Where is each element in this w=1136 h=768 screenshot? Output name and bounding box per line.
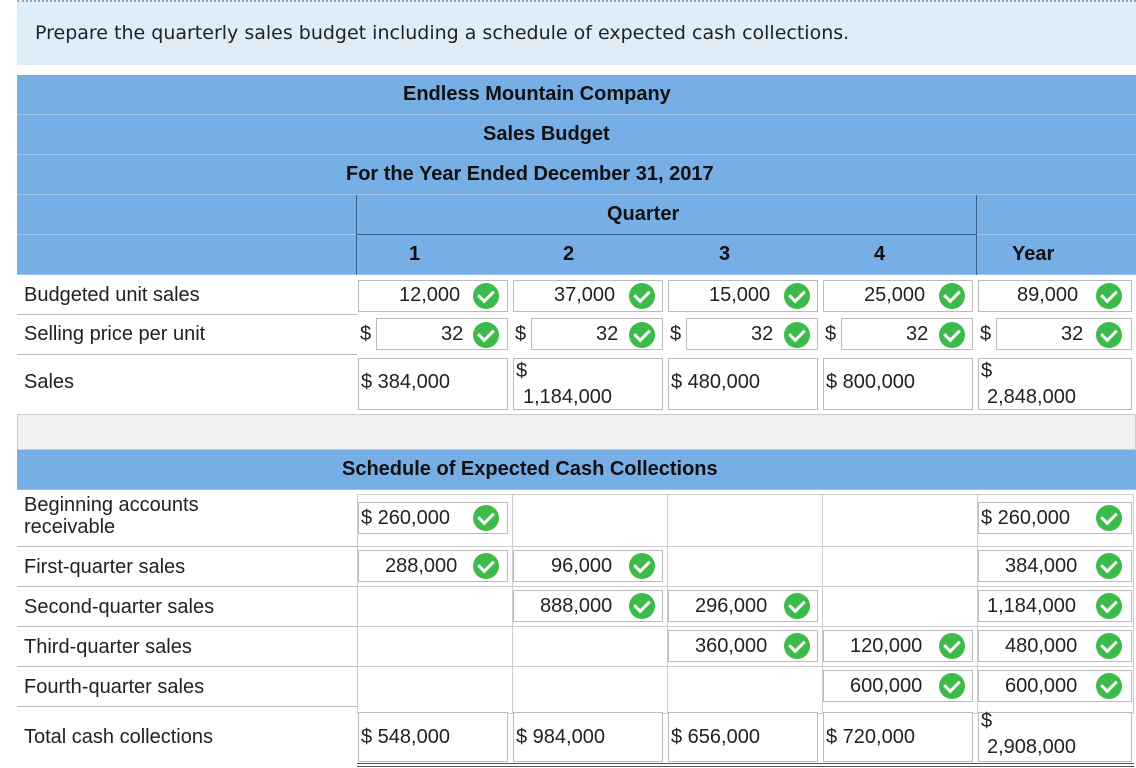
column-q3: 3 <box>719 243 731 265</box>
sales-q2-symbol: $ <box>516 360 528 382</box>
row-label-unit-sales: Budgeted unit sales <box>24 284 200 306</box>
schedule-band <box>17 450 1136 490</box>
row-label-price: Selling price per unit <box>24 323 206 345</box>
price-q3-value: 32 <box>751 323 774 345</box>
check-icon <box>939 322 965 348</box>
price-q1-symbol: $ <box>360 323 372 345</box>
column-q1: 1 <box>409 243 421 265</box>
unit-sales-q4-value: 25,000 <box>864 284 926 306</box>
beginning-ar-year-value: $ 260,000 <box>981 507 1070 529</box>
row-label-beginning-ar: Beginning accounts receivable <box>24 494 199 538</box>
price-year-symbol: $ <box>980 323 992 345</box>
column-q4: 4 <box>874 243 886 265</box>
check-icon <box>1096 505 1122 531</box>
sales-year-symbol: $ <box>981 360 993 382</box>
row-label-sales: Sales <box>24 371 75 393</box>
unit-sales-year-value: 89,000 <box>1017 284 1079 306</box>
instructions-text: Prepare the quarterly sales budget including a schedule of expected cash collections. <box>35 22 850 44</box>
third-year-value: 480,000 <box>1005 635 1078 657</box>
check-icon <box>939 283 965 309</box>
unit-sales-q3-value: 15,000 <box>709 284 771 306</box>
row-label-total: Total cash collections <box>24 726 213 748</box>
unit-sales-q1-value: 12,000 <box>399 284 461 306</box>
price-q4-value: 32 <box>906 323 929 345</box>
row-label-third-quarter: Third-quarter sales <box>24 636 192 658</box>
check-icon <box>939 633 965 659</box>
column-header-band <box>17 235 1136 275</box>
sales-q2-value: 1,184,000 <box>523 386 612 408</box>
check-icon <box>473 283 499 309</box>
total-q4-value: $ 720,000 <box>826 726 915 748</box>
check-icon <box>629 593 655 619</box>
beginning-ar-q1-value: $ 260,000 <box>361 507 450 529</box>
second-year-value: 1,184,000 <box>987 595 1076 617</box>
quarter-band <box>17 195 1136 235</box>
check-icon <box>784 633 810 659</box>
price-q1-value: 32 <box>441 323 464 345</box>
total-year-symbol: $ <box>981 710 993 732</box>
price-q4-symbol: $ <box>825 323 837 345</box>
check-icon <box>473 505 499 531</box>
fourth-q4-value: 600,000 <box>850 675 923 697</box>
sales-q4-value: $ 800,000 <box>826 371 915 393</box>
third-q4-value: 120,000 <box>850 635 923 657</box>
check-icon <box>473 322 499 348</box>
row-label-first-quarter: First-quarter sales <box>24 556 186 578</box>
price-q2-value: 32 <box>596 323 619 345</box>
second-q3-value: 296,000 <box>695 595 768 617</box>
first-year-value: 384,000 <box>1005 555 1078 577</box>
quarter-label: Quarter <box>607 203 680 225</box>
budget-title: Sales Budget <box>483 123 610 145</box>
fourth-year-value: 600,000 <box>1005 675 1078 697</box>
column-year: Year <box>1012 243 1055 265</box>
price-year-value: 32 <box>1061 323 1084 345</box>
total-q3-value: $ 656,000 <box>671 726 760 748</box>
row-label-second-quarter: Second-quarter sales <box>24 596 215 618</box>
check-icon <box>473 553 499 579</box>
total-year-value: 2,908,000 <box>987 736 1076 758</box>
check-icon <box>1096 322 1122 348</box>
sales-q3-value: $ 480,000 <box>671 371 760 393</box>
budget-period: For the Year Ended December 31, 2017 <box>346 163 714 185</box>
row-label-fourth-quarter: Fourth-quarter sales <box>24 676 205 698</box>
sales-q1-value: $ 384,000 <box>361 371 450 393</box>
price-q2-symbol: $ <box>515 323 527 345</box>
sales-year-value: 2,848,000 <box>987 386 1076 408</box>
check-icon <box>629 553 655 579</box>
total-q2-value: $ 984,000 <box>516 726 605 748</box>
check-icon <box>629 322 655 348</box>
price-q3-symbol: $ <box>670 323 682 345</box>
company-band <box>17 75 1136 115</box>
check-icon <box>784 322 810 348</box>
third-q3-value: 360,000 <box>695 635 768 657</box>
check-icon <box>1096 593 1122 619</box>
check-icon <box>1096 283 1122 309</box>
total-q1-value: $ 548,000 <box>361 726 450 748</box>
schedule-title: Schedule of Expected Cash Collections <box>342 458 718 480</box>
period-band <box>17 155 1136 195</box>
check-icon <box>784 593 810 619</box>
check-icon <box>1096 633 1122 659</box>
instructions-panel <box>17 0 1136 65</box>
check-icon <box>629 283 655 309</box>
check-icon <box>784 283 810 309</box>
check-icon <box>939 673 965 699</box>
company-name: Endless Mountain Company <box>403 83 671 105</box>
second-q2-value: 888,000 <box>540 595 613 617</box>
first-q1-value: 288,000 <box>385 555 458 577</box>
title-band <box>17 115 1136 155</box>
unit-sales-q2-value: 37,000 <box>554 284 616 306</box>
spacer-row <box>17 414 1136 450</box>
check-icon <box>1096 673 1122 699</box>
first-q2-value: 96,000 <box>551 555 613 577</box>
column-q2: 2 <box>563 243 575 265</box>
check-icon <box>1096 553 1122 579</box>
